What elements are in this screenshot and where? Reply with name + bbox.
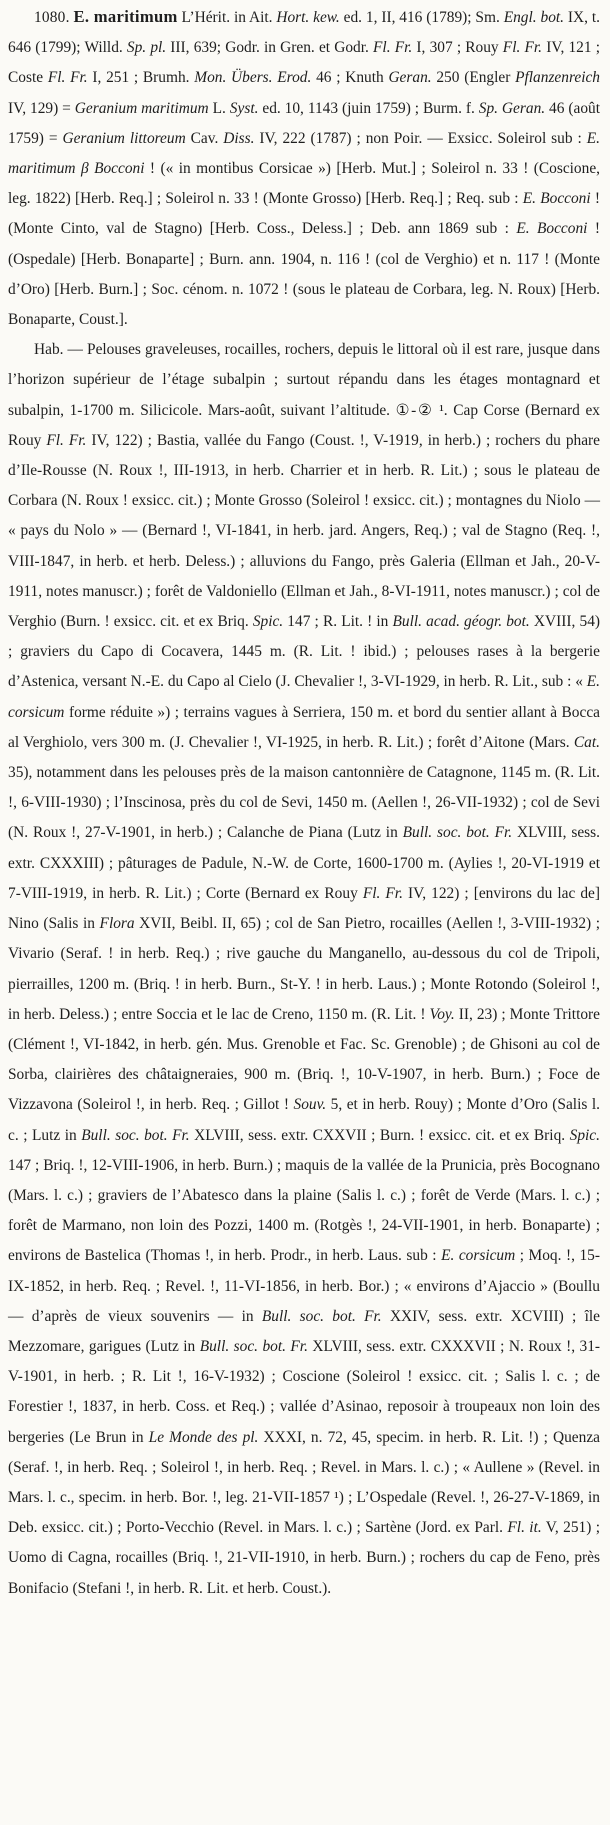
entry-number: 1080. (34, 9, 70, 26)
body-text: ; Moq. !, 15-IX-1852, in herb. Req. ; Revel. !, 11-VI-1856, in herb. Bor.) ; « environs d’Ajaccio » (Boullu — d’après de vieux souvenirs — in (8, 1247, 600, 1325)
italic-citation-text: Spic. (252, 613, 284, 631)
body-text: XLVIII, sess. extr. CXXXIII) ; pâturages de Padule, N.-W. de Corte, 1600-1700 m. (Aylies !, 20-VI-1919 et 7-VIII-1919, in herb. R. Lit.) ; Corte (Bernard ex Rouy (8, 824, 600, 902)
body-text: 35), notamment dans les pelouses près de la maison cantonnière de Catagnone, 1145 m. (R. Lit. !, 6-VIII-1930) ; l’Inscinosa, près du col de Sevi, 1450 m. (Aellen !, 26-VII-1932) ; col de Sevi (N. Roux !, 27-V-1901, in herb.) ; Calanche de Piana (Lutz in (8, 764, 600, 842)
italic-citation-text: Bull. soc. bot. Fr. (199, 1337, 308, 1355)
italic-citation-text: E. maritimum β Bocconi (8, 129, 600, 178)
italic-citation-text: Souv. (293, 1096, 327, 1114)
italic-citation-text: Sp. pl. (126, 39, 167, 57)
italic-citation-text: Bull. soc. bot. Fr. (81, 1126, 190, 1144)
body-text: IV, 122) ; [environs du lac de] Nino (Salis in (8, 884, 600, 933)
body-text: Hab. — Pelouses graveleuses, rocailles, rochers, depuis le littoral où il est rare, jusque dans l’horizon supérieur de l’étage subalpin ; surtout répandu dans les étages montagnard et subalpin, 1-1700 m. Silicicole. Mars-août, suivant l’altitude. ①-② ¹. Cap Corse (Bernard ex Rouy (8, 341, 600, 449)
body-text: XXXI, n. 72, 45, specim. in herb. R. Lit. !) ; Quenza (Seraf. !, in herb. Req. ; Soleirol !, in herb. Req. ; Revel. in Mars. l. c.) ; « Aullene » (Revel. in Mars. l. c., specim. in herb. Bor. !, leg. 21-VII-1857 ¹) ; L’Ospedale (Revel. !, 26-27-V-1869, in Deb. exsicc. cit.) ; Porto-Vecchio (Revel. in Mars. l. c.) ; Sartène (Jord. ex Parl. (8, 1428, 600, 1537)
body-text: I, 307 ; Rouy (412, 39, 503, 57)
italic-citation-text: Fl. Fr. (502, 39, 543, 57)
italic-citation-text: Fl. Fr. (46, 431, 87, 449)
body-text: ! (« in montibus Corsicae ») [Herb. Mut.] ; Soleirol n. 33 ! (Coscione, leg. 1822) [Herb. Req.] ; Soleirol n. 33 ! (Monte Grosso) [Herb. Req.] ; Req. sub : (8, 160, 600, 208)
body-text: ! (Monte Cinto, val de Stagno) [Herb. Coss., Deless.] ; Deb. ann 1869 sub : (8, 190, 600, 238)
body-text: Cav. (185, 129, 224, 147)
species-entry (8, 0, 600, 335)
body-text: IV, 129) = (8, 99, 75, 117)
italic-citation-text: Le Monde des pl. (148, 1428, 259, 1446)
italic-citation-text: E. corsicum (8, 673, 600, 721)
italic-citation-text: Spic. (569, 1126, 600, 1144)
body-text: V, 251) ; Uomo di Cagna, rocailles (Briq. !, 21-VII-1910, in herb. Burn.) ; rochers du cap de Feno, près Bonifacio (Stefani !, in herb. R. Lit. et herb. Coust.). (8, 1519, 601, 1597)
italic-citation-text: Pflanzenreich (515, 69, 601, 87)
italic-citation-text: Bull. soc. bot. Fr. (402, 824, 513, 842)
habitat-paragraph (8, 335, 600, 1604)
body-text: XVII, Beibl. II, 65) ; col de San Pietro, rocailles (Aellen !, 3-VIII-1932) ; Vivario (Seraf. ! in herb. Req.) ; rive gauche du Manganello, au-dessous du col de Tripoli, pierrailles, 1200 m. (Briq. ! in herb. Burn., St-Y. ! in herb. Laus.) ; Monte Rotondo (Soleirol !, in herb. Deless.) ; entre Soccia et le lac de Creno, 1150 m. (R. Lit. ! (8, 915, 600, 1023)
synonymy-citations (8, 9, 600, 328)
italic-citation-text: Hort. kew. (276, 9, 340, 26)
body-text: ! (Ospedale) [Herb. Bonaparte] ; Burn. ann. 1904, n. 116 ! (col de Verghio) et n. 117 ! (Monte d’Oro) [Herb. Burn.] ; Soc. cénom. n. 1072 ! (sous le plateau de Corbara, leg. N. Roux) [Herb. Bonaparte, Coust.]. (8, 220, 600, 329)
body-text: XLVIII, sess. extr. CXXXVII ; N. Roux !, 31-V-1901, in herb. ; R. Lit !, 16-V-1932) ; Coscione (Soleirol ! exsicc. cit. ; Salis l. c. ; de Forestier !, 1837, in herb. Coss. et Req.) ; vallée d’Asinao, reposoir à troupeaux non loin des bergeries (Le Brun in (8, 1337, 601, 1446)
body-text: XVIII, 54) ; graviers du Capo di Cocavera, 1445 m. (R. Lit. ! ibid.) ; pelouses rases à la bergerie d’Astenica, versant N.-E. du Capo al Cielo (J. Chevalier !, 3-VI-1929, in herb. R. Lit., sub : « (8, 613, 601, 691)
body-text: IV, 122) ; Bastia, vallée du Fango (Coust. !, V-1919, in herb.) ; rochers du phare d’Ile-Rousse (N. Roux !, III-1913, in herb. Charrier et in herb. R. Lit.) ; sous le plateau de Corbara (N. Roux ! exsicc. cit.) ; Monte Grosso (Soleirol ! exsicc. cit.) ; montagnes du Niolo — « pays du Nolo » — (Bernard !, VI-1841, in herb. jard. Angers, Req.) ; val de Stagno (Req. !, VIII-1847, in herb. et herb. Deless.) ; alluvions du Fango, près Galeria (Ellman et Jah., 20-V-1911, notes manuscr.) ; forêt de Valdoniello (Ellman et Jah., 8-VI-1911, notes manuscr.) ; col de Verghio (Burn. ! exsicc. cit. et ex Briq. (8, 431, 601, 631)
italic-citation-text: Fl. Fr. (373, 39, 413, 57)
italic-citation-text: E. Bocconi (522, 190, 591, 208)
italic-citation-text: Syst. (229, 99, 259, 117)
italic-citation-text: Fl. Fr. (47, 69, 88, 87)
body-text: ed. 10, 1143 (juin 1759) ; Burm. f. (258, 99, 479, 117)
italic-citation-text: Engl. bot. (503, 9, 565, 26)
body-text: 5, et in herb. Rouy) ; Monte d’Oro (Salis l. c. ; Lutz in (8, 1096, 600, 1144)
italic-citation-text: Flora (99, 915, 135, 933)
italic-citation-text: Bull. acad. géogr. bot. (392, 613, 530, 631)
body-text: 46 (août 1759) = (8, 99, 600, 147)
body-text: XXIV, sess. extr. XCVIII) ; île Mezzomare, garigues (Lutz in (8, 1307, 600, 1355)
italic-citation-text: Fl. Fr. (362, 884, 403, 902)
italic-citation-text: Geran. (388, 69, 432, 87)
body-text: IV, 121 ; Coste (8, 39, 600, 87)
italic-citation-text: Sp. Geran. (478, 99, 546, 117)
body-text: 250 (Engler (431, 69, 516, 87)
body-text: IV, 222 (1787) ; non Poir. — Exsicc. Soleirol sub : (254, 129, 587, 147)
body-text: II, 23) ; Monte Trittore (Clément !, VI-1842, in herb. gén. Mus. Grenoble et Fac. Sc. Grenoble) ; de Ghisoni au col de Sorba, clairières des châtaigneraies, 900 m. (Briq. !, 10-V-1907, in herb. Burn.) ; Foce de Vizzavona (Soleirol !, in herb. Req. ; Gillot ! (8, 1005, 600, 1114)
italic-citation-text: Geranium littoreum (62, 129, 186, 147)
italic-citation-text: E. corsicum (441, 1247, 516, 1265)
italic-citation-text: Diss. (223, 129, 255, 147)
body-text: ed. 1, II, 416 (1789); Sm. (339, 9, 504, 26)
body-text: III, 639; Godr. in Gren. et Godr. (166, 39, 374, 57)
body-text: 147 ; Briq. !, 12-VIII-1906, in herb. Burn.) ; maquis de la vallée de la Prunicia, près Bocognano (Mars. l. c.) ; graviers de l’Abatesco dans la plaine (Salis l. c.) ; forêt de Verde (Mars. l. c.) ; forêt de Marmano, non loin des Pozzi, 1400 m. (Rotgès !, 24-VII-1901, in herb. Bonaparte) ; environs de Bastelica (Thomas !, in herb. Prodr., in herb. Laus. sub : (8, 1156, 600, 1265)
italic-citation-text: Fl. it. (507, 1519, 542, 1537)
italic-citation-text: E. Bocconi (516, 220, 588, 238)
italic-citation-text: Cat. (573, 733, 600, 751)
italic-citation-text: Geranium maritimum (74, 99, 209, 117)
italic-citation-text: Bull. soc. bot. Fr. (261, 1307, 382, 1325)
body-text: XLVIII, sess. extr. CXXVII ; Burn. ! exsicc. cit. et ex Briq. (189, 1126, 570, 1144)
body-text: L’Hérit. in Ait. (177, 9, 277, 26)
body-text: 46 ; Knuth (311, 69, 389, 87)
body-text: I, 251 ; Brumh. (87, 69, 195, 87)
species-name: E. maritimum (73, 7, 178, 26)
body-text: L. (208, 99, 230, 117)
italic-citation-text: Voy. (429, 1005, 455, 1023)
body-text: IX, t. 646 (1799); Willd. (8, 9, 600, 57)
body-text: forme réduite ») ; terrains vagues à Serriera, 150 m. et bord du sentier allant à Bocca al Verghiolo, vers 300 m. (J. Chevalier !, VI-1925, in herb. R. Lit.) ; forêt d’Aitone (Mars. (8, 703, 600, 751)
italic-citation-text: Mon. Übers. Erod. (194, 69, 312, 87)
body-text: 147 ; R. Lit. ! in (283, 613, 393, 631)
